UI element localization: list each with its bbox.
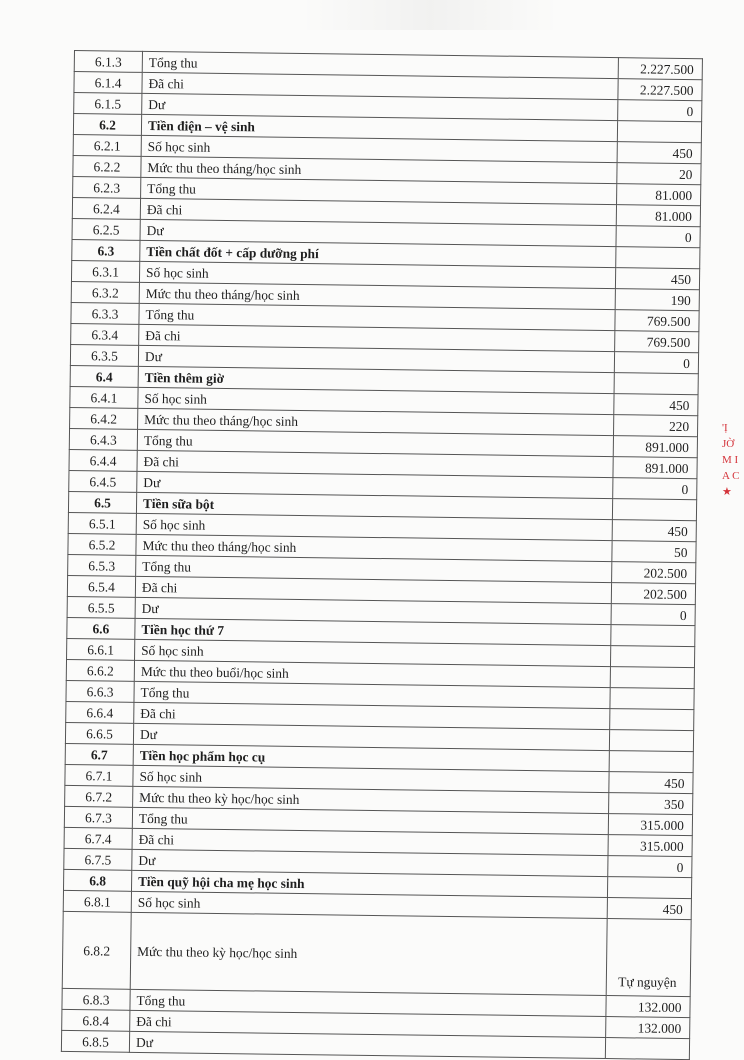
row-value xyxy=(614,352,698,374)
row-label: Dư xyxy=(129,1031,605,1058)
row-label: Tổng thu xyxy=(139,303,615,330)
row-code: 6.8.5 xyxy=(61,1030,129,1052)
row-value xyxy=(609,772,693,794)
row-value xyxy=(615,268,699,290)
row-code: 6.7.3 xyxy=(64,806,132,828)
row-value-text xyxy=(614,894,683,895)
row-value xyxy=(616,205,700,227)
row-label: Tiền học phẩm học cụ xyxy=(133,744,609,771)
row-code: 6.4 xyxy=(70,365,138,387)
row-code: 6.2.1 xyxy=(73,134,141,156)
row-code: 6.7.2 xyxy=(65,785,133,807)
row-label: Đã chi xyxy=(135,576,611,603)
row-value-text xyxy=(619,516,688,517)
row-value xyxy=(617,142,701,164)
row-code: 6.4.5 xyxy=(69,470,137,492)
row-value xyxy=(613,415,697,437)
row-label: Số học sinh xyxy=(139,261,615,288)
row-code: 6.3.3 xyxy=(71,302,139,324)
row-label: Dư xyxy=(138,345,614,372)
row-code: 6.5.1 xyxy=(68,512,136,534)
row-code: 6.6.1 xyxy=(67,638,135,660)
row-value xyxy=(618,100,702,122)
row-value-text: 891.000 xyxy=(645,439,689,456)
row-value-text: 2.227.500 xyxy=(640,61,694,78)
row-label: Đã chi xyxy=(142,72,618,99)
row-value-text xyxy=(616,726,685,727)
row-value-text: 81.000 xyxy=(654,208,692,225)
row-value-text: 132.000 xyxy=(637,999,682,1016)
row-code: 6.8.2 xyxy=(62,911,131,989)
row-label: Tổng thu xyxy=(134,681,610,708)
row-value-text: 450 xyxy=(662,901,683,918)
row-value xyxy=(617,163,701,185)
row-code: 6.2 xyxy=(73,114,141,136)
stamp-text: A C xyxy=(722,470,740,482)
row-value xyxy=(616,226,700,248)
stamp-text: M I xyxy=(722,454,739,466)
row-value-text: 132.000 xyxy=(637,1020,682,1037)
row-value-text: 202.500 xyxy=(643,586,688,603)
row-value xyxy=(612,541,696,563)
stamp-text: ★ xyxy=(722,486,732,498)
row-label: Dư xyxy=(132,849,608,876)
row-code: 6.5.5 xyxy=(67,596,135,618)
row-value xyxy=(605,1038,689,1060)
row-value-text: 0 xyxy=(686,104,694,120)
row-label: Số học sinh xyxy=(135,639,611,666)
row-code: 6.6.5 xyxy=(65,722,133,744)
row-code: 6.4.3 xyxy=(69,428,137,450)
row-label: Mức thu theo tháng/học sinh xyxy=(141,156,617,183)
row-label: Mức thu theo kỳ học/học sinh xyxy=(130,912,607,995)
row-value xyxy=(617,184,701,206)
row-value-text xyxy=(616,747,685,748)
row-label: Đã chi xyxy=(137,450,613,477)
row-value xyxy=(615,310,699,332)
row-code: 6.6.2 xyxy=(66,659,134,681)
row-code: 6.3.5 xyxy=(70,344,138,366)
row-value xyxy=(616,247,700,269)
row-value xyxy=(609,793,693,815)
row-value xyxy=(611,583,695,605)
row-value-text: 0 xyxy=(676,859,684,876)
row-value xyxy=(608,835,692,857)
row-value xyxy=(611,625,695,647)
row-value xyxy=(610,709,694,731)
row-label: Tổng thu xyxy=(141,177,617,204)
row-label: Đã chi xyxy=(130,1010,606,1037)
row-value-text: 891.000 xyxy=(644,460,689,477)
row-code: 6.2.2 xyxy=(73,155,141,177)
row-value xyxy=(610,667,694,689)
row-value-text: 0 xyxy=(681,481,689,498)
row-label: Đã chi xyxy=(139,324,615,351)
row-value xyxy=(615,289,699,311)
row-value-text: 450 xyxy=(664,775,685,792)
row-value xyxy=(617,121,701,143)
row-value-text: 450 xyxy=(667,523,688,540)
row-code: 6.8 xyxy=(63,869,131,891)
stamp-text: JỜ xyxy=(722,438,735,450)
row-code: 6.1.5 xyxy=(74,93,142,115)
stamp-text: 'Ị xyxy=(722,422,728,434)
red-stamp-fragment xyxy=(722,420,744,550)
row-code: 6.3 xyxy=(72,239,140,261)
row-label: Số học sinh xyxy=(131,891,607,918)
row-value-text: 81.000 xyxy=(655,187,693,204)
row-label: Đã chi xyxy=(134,702,610,729)
row-code: 6.3.2 xyxy=(71,281,139,303)
row-label: Tiền quỹ hội cha mẹ học sinh xyxy=(131,870,607,897)
row-value-text: 202.500 xyxy=(643,565,688,582)
row-value xyxy=(618,58,702,80)
row-label: Tổng thu xyxy=(130,989,606,1016)
row-value xyxy=(607,877,691,899)
row-value-text xyxy=(616,705,685,706)
row-code: 6.7 xyxy=(65,743,133,765)
row-value xyxy=(618,79,702,101)
row-value-text: 50 xyxy=(673,544,688,561)
row-code: 6.5.4 xyxy=(67,575,135,597)
row-label: Mức thu theo tháng/học sinh xyxy=(138,408,614,435)
row-label: Mức thu theo buổi/học sinh xyxy=(134,660,610,687)
row-code: 6.5.3 xyxy=(68,554,136,576)
row-label: Dư xyxy=(142,93,618,120)
row-value xyxy=(612,499,696,521)
row-value-text xyxy=(622,264,691,265)
row-code: 6.8.1 xyxy=(63,890,131,912)
row-value-text: 450 xyxy=(672,145,693,162)
row-code: 6.8.4 xyxy=(62,1009,130,1031)
row-value-text: 220 xyxy=(668,418,690,435)
row-label: Dư xyxy=(140,219,616,246)
row-code: 6.4.4 xyxy=(69,449,137,471)
row-value-text: Tự nguyện xyxy=(618,974,677,990)
row-value-text xyxy=(617,642,686,643)
row-value-text: 0 xyxy=(679,607,687,624)
row-value-text: 769.500 xyxy=(646,334,691,351)
row-code: 6.7.1 xyxy=(65,764,133,786)
row-label: Tiền thêm giờ xyxy=(138,366,614,393)
row-label: Mức thu theo tháng/học sinh xyxy=(139,282,615,309)
row-label: Tiền chất đốt + cấp dưỡng phí xyxy=(140,240,616,267)
row-code: 6.1.3 xyxy=(74,51,142,73)
row-value-text: 769.500 xyxy=(646,313,691,330)
row-value-text: 2.227.500 xyxy=(639,82,694,99)
row-value-text xyxy=(617,684,686,685)
row-value xyxy=(607,898,691,920)
row-value-text: 315.000 xyxy=(640,817,684,834)
row-value-text xyxy=(621,390,690,391)
row-value xyxy=(613,457,697,479)
row-value-text xyxy=(616,768,685,769)
row-code: 6.8.3 xyxy=(62,988,130,1010)
row-label: Số học sinh xyxy=(133,765,609,792)
row-value-text: 0 xyxy=(683,356,691,372)
row-value xyxy=(611,604,695,626)
row-label: Tổng thu xyxy=(137,429,613,456)
row-value xyxy=(612,562,696,584)
row-label: Tổng thu xyxy=(136,555,612,582)
row-code: 6.7.4 xyxy=(64,827,132,849)
document-sheet xyxy=(61,50,702,1060)
row-code: 6.2.3 xyxy=(73,176,141,198)
row-value-text: 450 xyxy=(670,271,692,288)
row-label: Tổng thu xyxy=(132,807,608,834)
row-value xyxy=(606,919,691,997)
row-code: 6.5 xyxy=(68,491,136,513)
row-label: Tổng thu xyxy=(142,51,618,78)
row-value xyxy=(613,478,697,500)
row-value xyxy=(610,646,694,668)
row-value xyxy=(612,520,696,542)
row-label: Dư xyxy=(135,597,611,624)
row-label: Số học sinh xyxy=(138,387,614,414)
row-code: 6.3.4 xyxy=(71,323,139,345)
row-code: 6.4.1 xyxy=(70,386,138,408)
row-label: Mức thu theo tháng/học sinh xyxy=(136,534,612,561)
row-value xyxy=(614,373,698,395)
row-label: Tiền học thứ 7 xyxy=(135,618,611,645)
finance-table-body xyxy=(61,51,702,1060)
row-code: 6.2.5 xyxy=(72,218,140,240)
row-value-text xyxy=(617,663,686,664)
row-label: Tiền sữa bột xyxy=(136,492,612,519)
row-value-text xyxy=(624,138,693,139)
row-label: Số học sinh xyxy=(141,135,617,162)
row-value xyxy=(608,856,692,878)
row-code: 6.4.2 xyxy=(70,407,138,429)
row-label: Số học sinh xyxy=(136,513,612,540)
row-label: Tiền điện – vệ sinh xyxy=(141,114,617,141)
finance-table xyxy=(61,50,703,1060)
row-code: 6.6 xyxy=(67,617,135,639)
row-value xyxy=(609,751,693,773)
row-value-text: 20 xyxy=(678,166,693,183)
row-label: Dư xyxy=(137,471,613,498)
row-value xyxy=(610,688,694,710)
row-value xyxy=(606,996,690,1018)
row-code: 6.6.4 xyxy=(66,701,134,723)
row-code: 6.3.1 xyxy=(71,260,139,282)
row-value-text: 450 xyxy=(669,397,690,414)
scan-shadow xyxy=(300,0,560,30)
row-value-text: 190 xyxy=(670,292,691,309)
row-label: Đã chi xyxy=(132,828,608,855)
row-value xyxy=(608,814,692,836)
row-label: Dư xyxy=(133,723,609,750)
row-value-text: 350 xyxy=(663,796,685,813)
row-label: Mức thu theo kỳ học/học sinh xyxy=(133,786,609,813)
row-value xyxy=(609,730,693,752)
row-label: Đã chi xyxy=(140,198,616,225)
row-code: 6.5.2 xyxy=(68,533,136,555)
row-value-text xyxy=(612,1055,681,1056)
table-row xyxy=(62,911,691,996)
row-value xyxy=(606,1017,690,1039)
row-code: 6.2.4 xyxy=(72,197,140,219)
row-code: 6.6.3 xyxy=(66,680,134,702)
row-code: 6.1.4 xyxy=(74,72,142,94)
row-value xyxy=(615,331,699,353)
row-value xyxy=(613,436,697,458)
row-value xyxy=(614,394,698,416)
row-code: 6.7.5 xyxy=(64,848,132,870)
row-value-text: 0 xyxy=(684,230,692,246)
row-value-text: 315.000 xyxy=(640,838,684,855)
